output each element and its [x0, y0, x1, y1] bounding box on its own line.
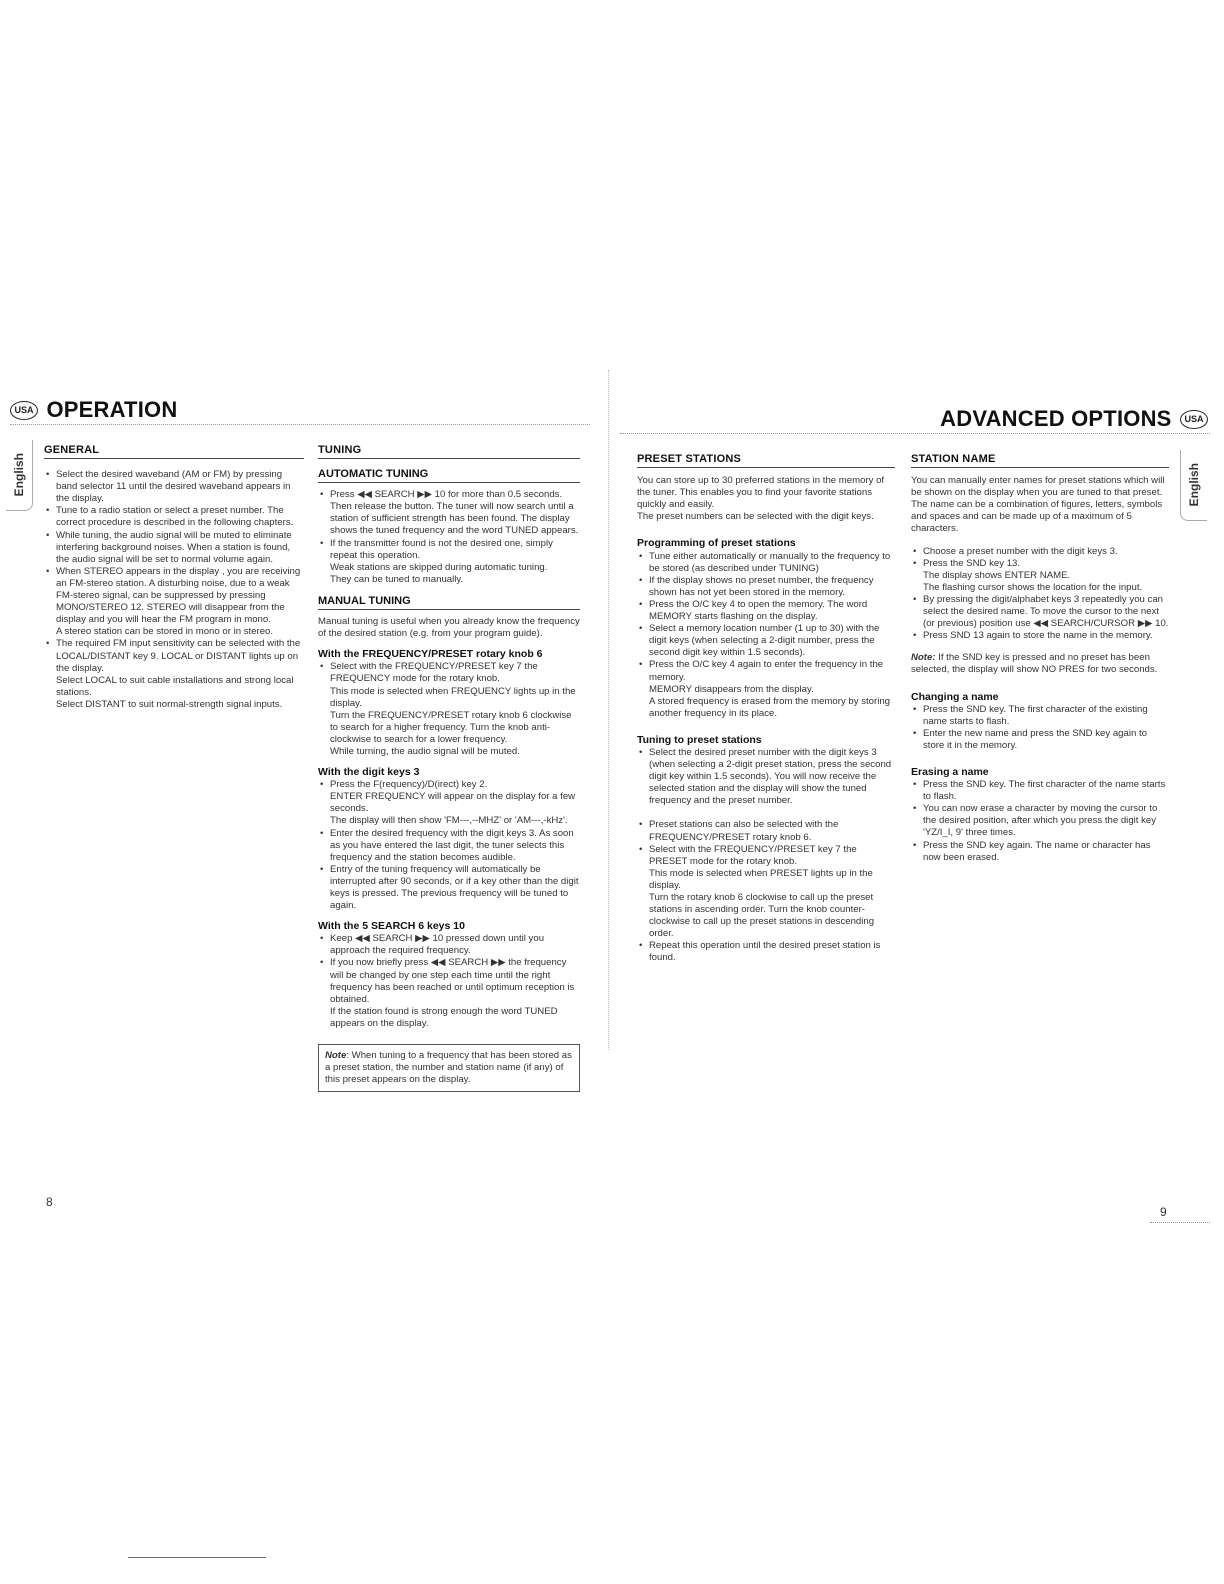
- list-item: • Select with the FREQUENCY/PRESET key 7 the PRESET mode for the rotary knob. This mode is selected when PRESET lights up in the display. Turn the rotary knob 6 clockwise to call up the preset stations in ascending order. Turn the knob counter-clockwise to call up the preset stations in descending order.: [637, 844, 895, 941]
- list-item: • Press the O/C key 4 again to enter the frequency in the memory. MEMORY disappears from the display. A stored frequency is erased from the memory by storing another frequency in its place.: [637, 659, 895, 719]
- station-intro-1: You can manually enter names for preset stations which will be shown on the display when you are tuned to that preset.: [911, 475, 1165, 499]
- station-note: Note: If the SND key is pressed and no preset has been selected, the display will show NO PRES for two seconds.: [911, 652, 1158, 676]
- list-item: • Tune either automatically or manually to the frequency to be stored (as described under TUNING): [637, 551, 895, 575]
- right-header-divider: [620, 433, 1210, 434]
- general-list: [44, 469, 304, 711]
- station-name-column: [911, 453, 1169, 864]
- tuning-to-preset-list: [637, 747, 895, 965]
- list-item: • While tuning, the audio signal will be muted to eliminate interfering background noises. When a station is found, the audio signal will be set to normal volume again.: [44, 530, 304, 566]
- automatic-tuning-list: [318, 489, 580, 586]
- list-item: • Entry of the tuning frequency will automatically be interrupted after 90 seconds, or if a key other than the digit keys is pressed. The previous frequency will be tuned to again.: [318, 864, 580, 912]
- note-text: : When tuning to a frequency that has been stored as a preset station, the number and station name (if any) of this preset appears on the display.: [325, 1050, 572, 1086]
- usa-badge-icon: USA: [10, 401, 38, 420]
- list-item: • Choose a preset number with the digit keys 3.: [911, 546, 1169, 558]
- automatic-tuning-heading: AUTOMATIC TUNING: [318, 468, 580, 483]
- general-column: [44, 444, 304, 711]
- digit-keys-list: [318, 779, 580, 912]
- right-page-title: ADVANCED OPTIONS: [940, 406, 1172, 431]
- list-item: • You can now erase a character by moving the cursor to the desired position, after which you press the digit key 'YZ/I_I, 9' three times.: [911, 803, 1169, 839]
- left-page-header: [10, 397, 177, 423]
- list-item: • Select the desired preset number with the digit keys 3 (when selecting a 2-digit preset station, press the second digit key within 1.5 seconds). You will now receive the selected station and the display will show the tuned frequency and the preset number.: [637, 747, 895, 807]
- preset-stations-column: [637, 453, 895, 965]
- station-note-label: Note:: [911, 652, 936, 664]
- list-item: • Tune to a radio station or select a preset number. The correct procedure is described in the following chapters.: [44, 505, 304, 529]
- list-item: • By pressing the digit/alphabet keys 3 repeatedly you can select the desired name. To move the cursor to the next (or previous) position use ◀◀ SEARCH/CURSOR ▶▶ 10.: [911, 594, 1169, 630]
- tuning-heading: TUNING: [318, 444, 580, 459]
- search-keys-heading: With the 5 SEARCH 6 keys 10: [318, 920, 465, 933]
- changing-name-heading: Changing a name: [911, 690, 999, 703]
- left-language-tab: [6, 440, 33, 511]
- left-page-title: OPERATION: [46, 397, 178, 422]
- erasing-name-list: [911, 779, 1169, 864]
- list-item: • Repeat this operation until the desired preset station is found.: [637, 940, 895, 964]
- digit-keys-heading: With the digit keys 3: [318, 766, 420, 779]
- list-item: • Press the SND key. The first character of the name starts to flash.: [911, 779, 1169, 803]
- list-item: • Select with the FREQUENCY/PRESET key 7 the FREQUENCY mode for the rotary knob. This mode is selected when FREQUENCY lights up in the display. Turn the FREQUENCY/PRESET rotary knob 6 clockwise to search for a higher frequency. Turn the knob anti-clockwise to search for a lower frequency. While turning, the audio signal will be muted.: [318, 661, 580, 758]
- tuning-note-box: [318, 1044, 580, 1092]
- rotary-knob-heading: With the FREQUENCY/PRESET rotary knob 6: [318, 648, 543, 661]
- usa-badge-icon: USA: [1180, 410, 1208, 429]
- changing-name-list: [911, 704, 1169, 752]
- tuning-to-preset-heading: Tuning to preset stations: [637, 733, 762, 746]
- right-language-label: English: [1187, 463, 1201, 507]
- left-page-number: 8: [46, 1195, 53, 1209]
- list-item: • Press the F(requency)/D(irect) key 2. ENTER FREQUENCY will appear on the display for a few seconds. The display will then show 'FM---,--MHZ' or 'AM---,-kHz'.: [318, 779, 580, 827]
- manual-tuning-intro: Manual tuning is useful when you already know the frequency of the desired station (e.g. from your program guide).: [318, 616, 580, 640]
- right-page-number: 9: [1160, 1205, 1167, 1219]
- list-item: • Press ◀◀ SEARCH ▶▶ 10 for more than 0.5 seconds. Then release the button. The tuner will now search until a station of sufficient strength has been found. The display shows the tuned frequency and the word TUNED appears.: [318, 489, 580, 537]
- manual-tuning-heading: MANUAL TUNING: [318, 595, 580, 610]
- list-item: • Press the SND key. The first character of the existing name starts to flash.: [911, 704, 1169, 728]
- list-item: • Press the SND key again. The name or character has now been erased.: [911, 840, 1169, 864]
- station-name-list: [911, 546, 1169, 643]
- programming-heading: Programming of preset stations: [637, 537, 796, 550]
- programming-list: [637, 551, 895, 720]
- erasing-name-heading: Erasing a name: [911, 765, 989, 778]
- tuning-column: [318, 444, 580, 1092]
- list-item: • Preset stations can also be selected with the FREQUENCY/PRESET rotary knob 6.: [637, 819, 895, 843]
- list-item: • If the transmitter found is not the desired one, simply repeat this operation. Weak stations are skipped during automatic tuning. They can be tuned to manually.: [318, 538, 580, 586]
- preset-intro-1: You can store up to 30 preferred stations in the memory of the tuner. This enables you to find your favorite stations quickly and easily.: [637, 475, 885, 511]
- rotary-knob-list: [318, 661, 580, 758]
- left-language-label: English: [12, 453, 26, 497]
- list-item: • Press SND 13 again to store the name in the memory.: [911, 630, 1169, 642]
- preset-intro-2: The preset numbers can be selected with the digit keys.: [637, 511, 874, 523]
- preset-stations-heading: PRESET STATIONS: [637, 453, 895, 468]
- list-item: • Enter the new name and press the SND key again to store it in the memory.: [911, 728, 1169, 752]
- left-header-divider: [10, 424, 590, 425]
- search-keys-list: [318, 933, 580, 1030]
- list-item: • If the display shows no preset number, the frequency shown has not yet been stored in the memory.: [637, 575, 895, 599]
- list-item: • The required FM input sensitivity can be selected with the LOCAL/DISTANT key 9. LOCAL or DISTANT lights up on the display. Select LOCAL to suit cable installations and strong local stations. Select DISTANT to suit normal-strength signal inputs.: [44, 638, 304, 711]
- list-item: • When STEREO appears in the display , you are receiving an FM-stereo station. A disturbing noise, due to a weak FM-stereo signal, can be suppressed by pressing MONO/STEREO 12. STEREO will disappear from the display and you will hear the FM program in mono. A stereo station can be stored in mono or in stereo.: [44, 566, 304, 639]
- page-gutter-line: [608, 370, 609, 1050]
- station-intro-2: The name can be a combination of figures, letters, symbols and spaces and can be made up of a maximum of 5 characters.: [911, 499, 1163, 535]
- general-heading: GENERAL: [44, 444, 304, 459]
- scan-artifact-line: [128, 1557, 266, 1558]
- list-item: • If you now briefly press ◀◀ SEARCH ▶▶ the frequency will be changed by one step each time until the right frequency has been reached or until optimum reception is obtained. If the station found is strong enough the word TUNED appears on the display.: [318, 957, 580, 1030]
- right-footer-divider: [1150, 1222, 1210, 1223]
- list-item: • Press the SND key 13. The display shows ENTER NAME. The flashing cursor shows the location for the input.: [911, 558, 1169, 594]
- list-item: • Keep ◀◀ SEARCH ▶▶ 10 pressed down until you approach the required frequency.: [318, 933, 580, 957]
- note-label: Note: [325, 1050, 347, 1062]
- station-name-heading: STATION NAME: [911, 453, 1169, 468]
- list-item: • Press the O/C key 4 to open the memory. The word MEMORY starts flashing on the display.: [637, 599, 895, 623]
- list-item: • Select a memory location number (1 up to 30) with the digit keys (when selecting a 2-digit number, press the second digit key within 1.5 seconds).: [637, 623, 895, 659]
- list-item: • Enter the desired frequency with the digit keys 3. As soon as you have entered the last digit, the tuner selects this frequency and the station becomes audible.: [318, 828, 580, 864]
- right-language-tab: [1180, 450, 1207, 521]
- right-page-header: [940, 406, 1208, 432]
- list-item: • Select the desired waveband (AM or FM) by pressing band selector 11 until the desired waveband appears in the display.: [44, 469, 304, 505]
